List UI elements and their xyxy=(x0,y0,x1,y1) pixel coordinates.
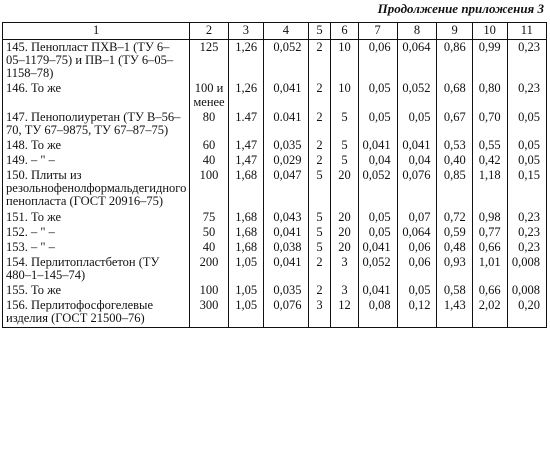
table-row xyxy=(3,138,547,153)
material-name-cell: 151. То же xyxy=(3,210,190,225)
col8-cell: 0,07 xyxy=(397,210,437,225)
thickness-cell: 125 xyxy=(190,40,228,82)
col9-cell: 1,43 xyxy=(437,298,472,327)
col11-cell: 0,008 xyxy=(507,255,546,283)
col3-cell: 1,05 xyxy=(228,283,264,298)
col5-cell: 5 xyxy=(308,210,331,225)
col3-cell: 1,26 xyxy=(228,81,264,109)
column-header: 8 xyxy=(397,23,437,40)
col3-cell: 1,05 xyxy=(228,255,264,283)
table-row xyxy=(3,81,547,109)
thickness-cell: 100 xyxy=(190,283,228,298)
col4-cell: 0,043 xyxy=(264,210,308,225)
col5-cell: 2 xyxy=(308,255,331,283)
col11-cell: 0,008 xyxy=(507,283,546,298)
col11-cell: 0,15 xyxy=(507,168,546,209)
column-header: 5 xyxy=(308,23,331,40)
material-name-cell: 154. Перлитопластбетон (ТУ 480–1–145–74) xyxy=(3,255,190,283)
col9-cell: 0,48 xyxy=(437,240,472,255)
col4-cell: 0,041 xyxy=(264,255,308,283)
col10-cell: 0,66 xyxy=(472,240,507,255)
col7-cell: 0,041 xyxy=(358,283,397,298)
col11-cell: 0,23 xyxy=(507,40,546,82)
col9-cell: 0,85 xyxy=(437,168,472,209)
col6-cell: 5 xyxy=(331,110,358,138)
column-header: 6 xyxy=(331,23,358,40)
col9-cell: 0,72 xyxy=(437,210,472,225)
col4-cell: 0,041 xyxy=(264,225,308,240)
col3-cell: 1,47 xyxy=(228,138,264,153)
col11-cell: 0,23 xyxy=(507,225,546,240)
col7-cell: 0,052 xyxy=(358,255,397,283)
col7-cell: 0,05 xyxy=(358,110,397,138)
col3-cell: 1,05 xyxy=(228,298,264,327)
col9-cell: 0,53 xyxy=(437,138,472,153)
col6-cell: 10 xyxy=(331,81,358,109)
material-name-cell: 149. – " – xyxy=(3,153,190,168)
col5-cell: 2 xyxy=(308,40,331,82)
col7-cell: 0,05 xyxy=(358,81,397,109)
col11-cell: 0,05 xyxy=(507,153,546,168)
col6-cell: 12 xyxy=(331,298,358,327)
col5-cell: 5 xyxy=(308,168,331,209)
col3-cell: 1,68 xyxy=(228,210,264,225)
col10-cell: 0,66 xyxy=(472,283,507,298)
col6-cell: 20 xyxy=(331,210,358,225)
col8-cell: 0,052 xyxy=(397,81,437,109)
col10-cell: 0,99 xyxy=(472,40,507,82)
col8-cell: 0,05 xyxy=(397,110,437,138)
col3-cell: 1,68 xyxy=(228,225,264,240)
material-name-cell: 153. – " – xyxy=(3,240,190,255)
header-row xyxy=(3,23,547,40)
col5-cell: 2 xyxy=(308,153,331,168)
col10-cell: 1,18 xyxy=(472,168,507,209)
table-row xyxy=(3,298,547,327)
col4-cell: 0,047 xyxy=(264,168,308,209)
column-header: 11 xyxy=(507,23,546,40)
col10-cell: 0,77 xyxy=(472,225,507,240)
material-name-cell: 150. Плиты из резольнофенолформальдегидного пенопласта (ГОСТ 20916–75) xyxy=(3,168,190,209)
thickness-cell: 40 xyxy=(190,240,228,255)
table-row xyxy=(3,110,547,138)
column-header: 2 xyxy=(190,23,228,40)
table-row xyxy=(3,153,547,168)
thickness-cell: 80 xyxy=(190,110,228,138)
column-header: 4 xyxy=(264,23,308,40)
col11-cell: 0,05 xyxy=(507,110,546,138)
data-table xyxy=(2,22,547,328)
col9-cell: 0,67 xyxy=(437,110,472,138)
col5-cell: 2 xyxy=(308,283,331,298)
col7-cell: 0,05 xyxy=(358,210,397,225)
col7-cell: 0,06 xyxy=(358,40,397,82)
col9-cell: 0,40 xyxy=(437,153,472,168)
col5-cell: 2 xyxy=(308,138,331,153)
col10-cell: 0,55 xyxy=(472,138,507,153)
col3-cell: 1,68 xyxy=(228,168,264,209)
col5-cell: 2 xyxy=(308,81,331,109)
col6-cell: 5 xyxy=(331,153,358,168)
material-name-cell: 152. – " – xyxy=(3,225,190,240)
col3-cell: 1.47 xyxy=(228,110,264,138)
col9-cell: 0,58 xyxy=(437,283,472,298)
thickness-cell: 40 xyxy=(190,153,228,168)
col8-cell: 0,06 xyxy=(397,255,437,283)
col4-cell: 0.041 xyxy=(264,110,308,138)
col10-cell: 0,98 xyxy=(472,210,507,225)
col6-cell: 20 xyxy=(331,168,358,209)
col9-cell: 0,86 xyxy=(437,40,472,82)
col9-cell: 0,59 xyxy=(437,225,472,240)
col6-cell: 10 xyxy=(331,40,358,82)
col6-cell: 5 xyxy=(331,138,358,153)
thickness-cell: 200 xyxy=(190,255,228,283)
col7-cell: 0,052 xyxy=(358,168,397,209)
col8-cell: 0,064 xyxy=(397,40,437,82)
col8-cell: 0,06 xyxy=(397,240,437,255)
thickness-cell: 50 xyxy=(190,225,228,240)
material-name-cell: 156. Перлитофосфогелевые изделия (ГОСТ 21500–76) xyxy=(3,298,190,327)
col8-cell: 0,05 xyxy=(397,283,437,298)
col11-cell: 0,23 xyxy=(507,81,546,109)
col4-cell: 0,035 xyxy=(264,283,308,298)
table-row xyxy=(3,210,547,225)
col11-cell: 0,23 xyxy=(507,240,546,255)
table-row xyxy=(3,225,547,240)
col6-cell: 20 xyxy=(331,240,358,255)
col3-cell: 1,47 xyxy=(228,153,264,168)
col3-cell: 1,26 xyxy=(228,40,264,82)
col10-cell: 0,42 xyxy=(472,153,507,168)
column-header: 10 xyxy=(472,23,507,40)
col8-cell: 0,12 xyxy=(397,298,437,327)
col7-cell: 0,04 xyxy=(358,153,397,168)
col7-cell: 0,08 xyxy=(358,298,397,327)
thickness-cell: 60 xyxy=(190,138,228,153)
column-header: 1 xyxy=(3,23,190,40)
material-name-cell: 146. То же xyxy=(3,81,190,109)
thickness-cell: 75 xyxy=(190,210,228,225)
col11-cell: 0,05 xyxy=(507,138,546,153)
col4-cell: 0,052 xyxy=(264,40,308,82)
material-name-cell: 147. Пенополиуретан (ТУ В–56–70, ТУ 67–9875, ТУ 67–87–75) xyxy=(3,110,190,138)
table-row xyxy=(3,168,547,209)
thickness-cell: 100 xyxy=(190,168,228,209)
col4-cell: 0,038 xyxy=(264,240,308,255)
col11-cell: 0,20 xyxy=(507,298,546,327)
thickness-cell: 300 xyxy=(190,298,228,327)
col10-cell: 0,70 xyxy=(472,110,507,138)
col8-cell: 0,04 xyxy=(397,153,437,168)
column-header: 9 xyxy=(437,23,472,40)
col8-cell: 0,041 xyxy=(397,138,437,153)
col9-cell: 0,93 xyxy=(437,255,472,283)
col5-cell: 5 xyxy=(308,225,331,240)
col4-cell: 0,029 xyxy=(264,153,308,168)
col6-cell: 20 xyxy=(331,225,358,240)
col8-cell: 0,076 xyxy=(397,168,437,209)
col5-cell: 2 xyxy=(308,110,331,138)
table-row xyxy=(3,40,547,82)
col6-cell: 3 xyxy=(331,255,358,283)
col5-cell: 3 xyxy=(308,298,331,327)
table-row xyxy=(3,255,547,283)
col11-cell: 0,23 xyxy=(507,210,546,225)
col9-cell: 0,68 xyxy=(437,81,472,109)
col7-cell: 0,041 xyxy=(358,138,397,153)
material-name-cell: 155. То же xyxy=(3,283,190,298)
col10-cell: 0,80 xyxy=(472,81,507,109)
col10-cell: 1,01 xyxy=(472,255,507,283)
thickness-cell: 100 и менее xyxy=(190,81,228,109)
col6-cell: 3 xyxy=(331,283,358,298)
table-row xyxy=(3,240,547,255)
col5-cell: 5 xyxy=(308,240,331,255)
table-row xyxy=(3,283,547,298)
col10-cell: 2,02 xyxy=(472,298,507,327)
col4-cell: 0,041 xyxy=(264,81,308,109)
col4-cell: 0,035 xyxy=(264,138,308,153)
column-header: 7 xyxy=(358,23,397,40)
col7-cell: 0,041 xyxy=(358,240,397,255)
col7-cell: 0,05 xyxy=(358,225,397,240)
col4-cell: 0,076 xyxy=(264,298,308,327)
table-caption: Продолжение приложения 3 xyxy=(377,1,544,16)
col3-cell: 1,68 xyxy=(228,240,264,255)
material-name-cell: 148. То же xyxy=(3,138,190,153)
col8-cell: 0,064 xyxy=(397,225,437,240)
column-header: 3 xyxy=(228,23,264,40)
material-name-cell: 145. Пенопласт ПХВ–1 (ТУ 6–05–1179–75) и ПВ–1 (ТУ 6–05–1158–78) xyxy=(3,40,190,82)
